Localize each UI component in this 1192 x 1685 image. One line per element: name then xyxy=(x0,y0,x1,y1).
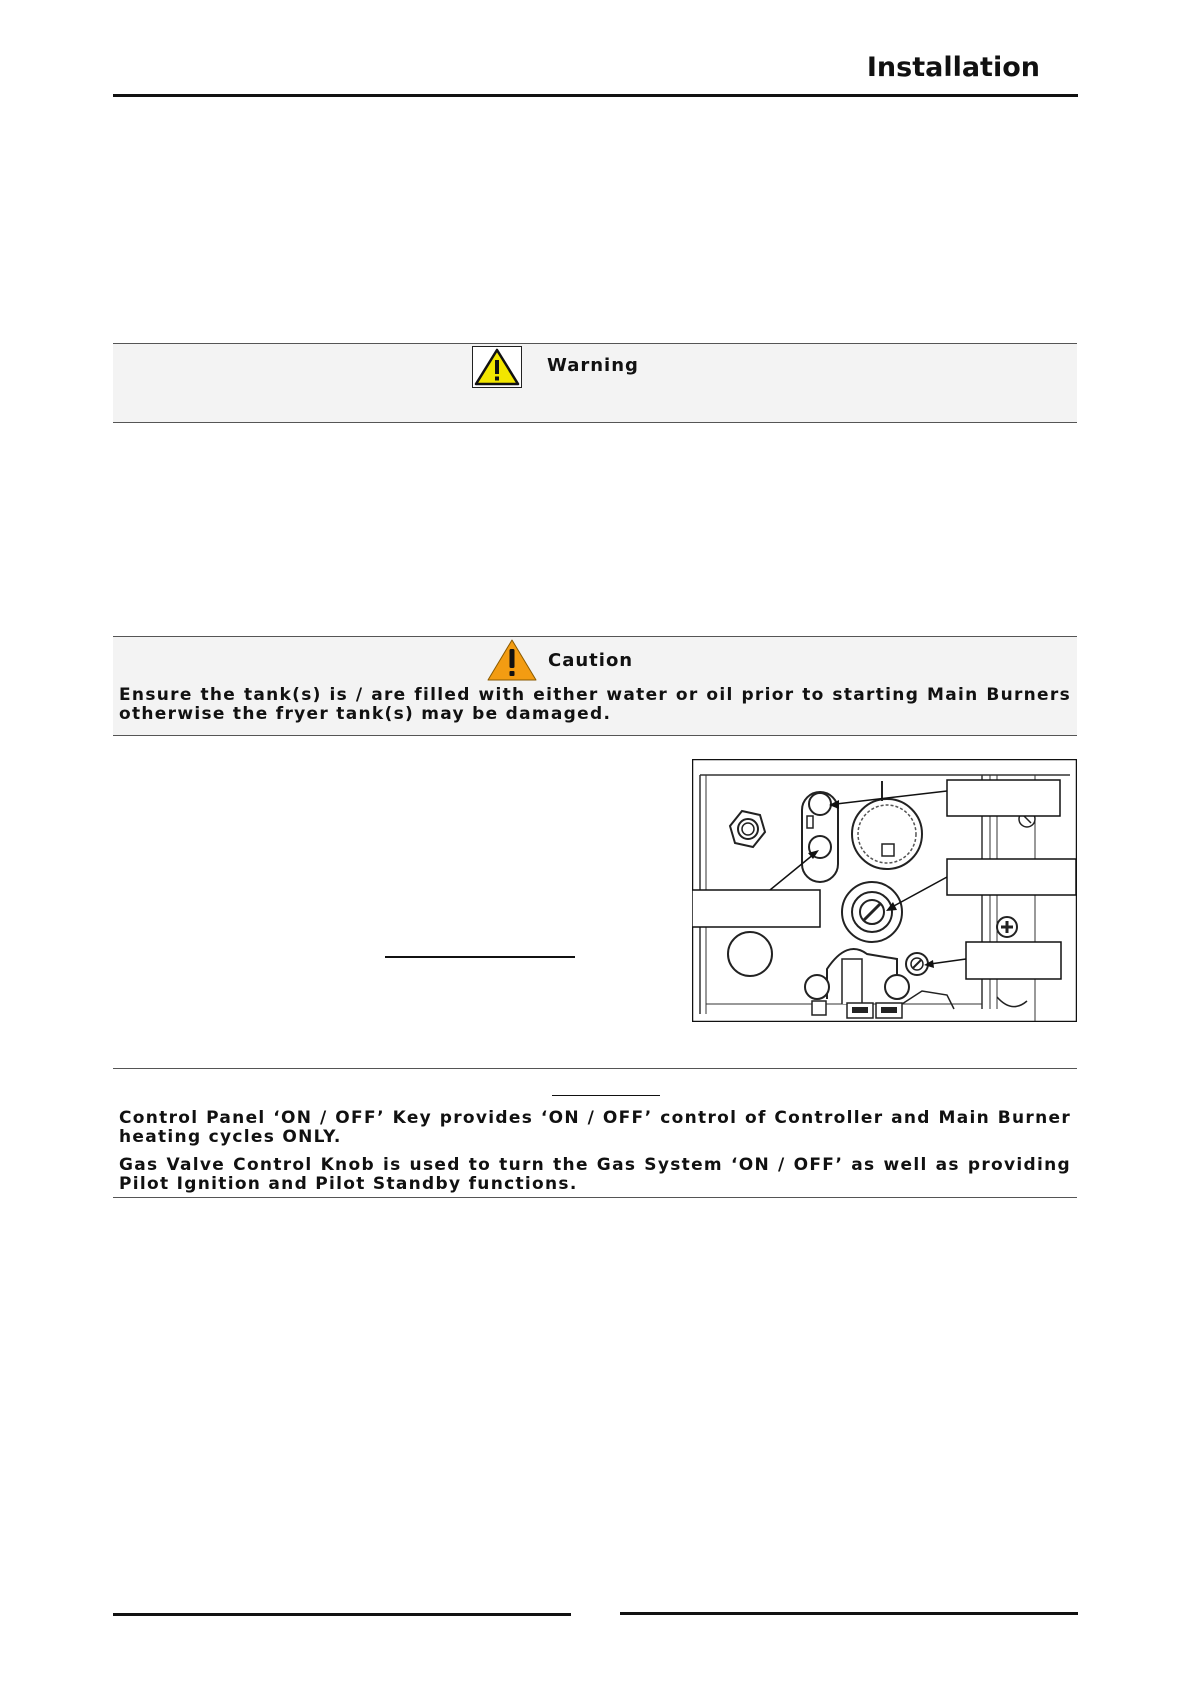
warning-triangle-icon xyxy=(472,346,522,388)
info-paragraph-2: Gas Valve Control Knob is used to turn the Gas System ‘ON / OFF’ as well as providing Pilot Ignition and Pilot Standby functions. xyxy=(119,1155,1071,1194)
page-title: Installation xyxy=(866,52,1040,83)
header-rule xyxy=(113,94,1078,97)
caution-title: Caution xyxy=(548,650,634,671)
caution-box xyxy=(113,636,1077,736)
gas-valve-diagram xyxy=(692,759,1077,1022)
footer-rule-right xyxy=(620,1612,1078,1615)
underline-mark xyxy=(385,956,575,958)
caution-triangle-icon xyxy=(486,638,538,682)
warning-box xyxy=(113,343,1077,423)
warning-title: Warning xyxy=(547,355,639,376)
section-rule xyxy=(552,1095,660,1096)
info-paragraph-1: Control Panel ‘ON / OFF’ Key provides ‘ON / OFF’ control of Controller and Main Burner heating cycles ONLY. xyxy=(119,1108,1071,1147)
caution-text: Ensure the tank(s) is / are filled with either water or oil prior to starting Main Burners otherwise the fryer tank(s) may be damaged. xyxy=(119,685,1071,724)
footer-rule-left xyxy=(113,1613,571,1616)
info-box xyxy=(113,1068,1077,1198)
